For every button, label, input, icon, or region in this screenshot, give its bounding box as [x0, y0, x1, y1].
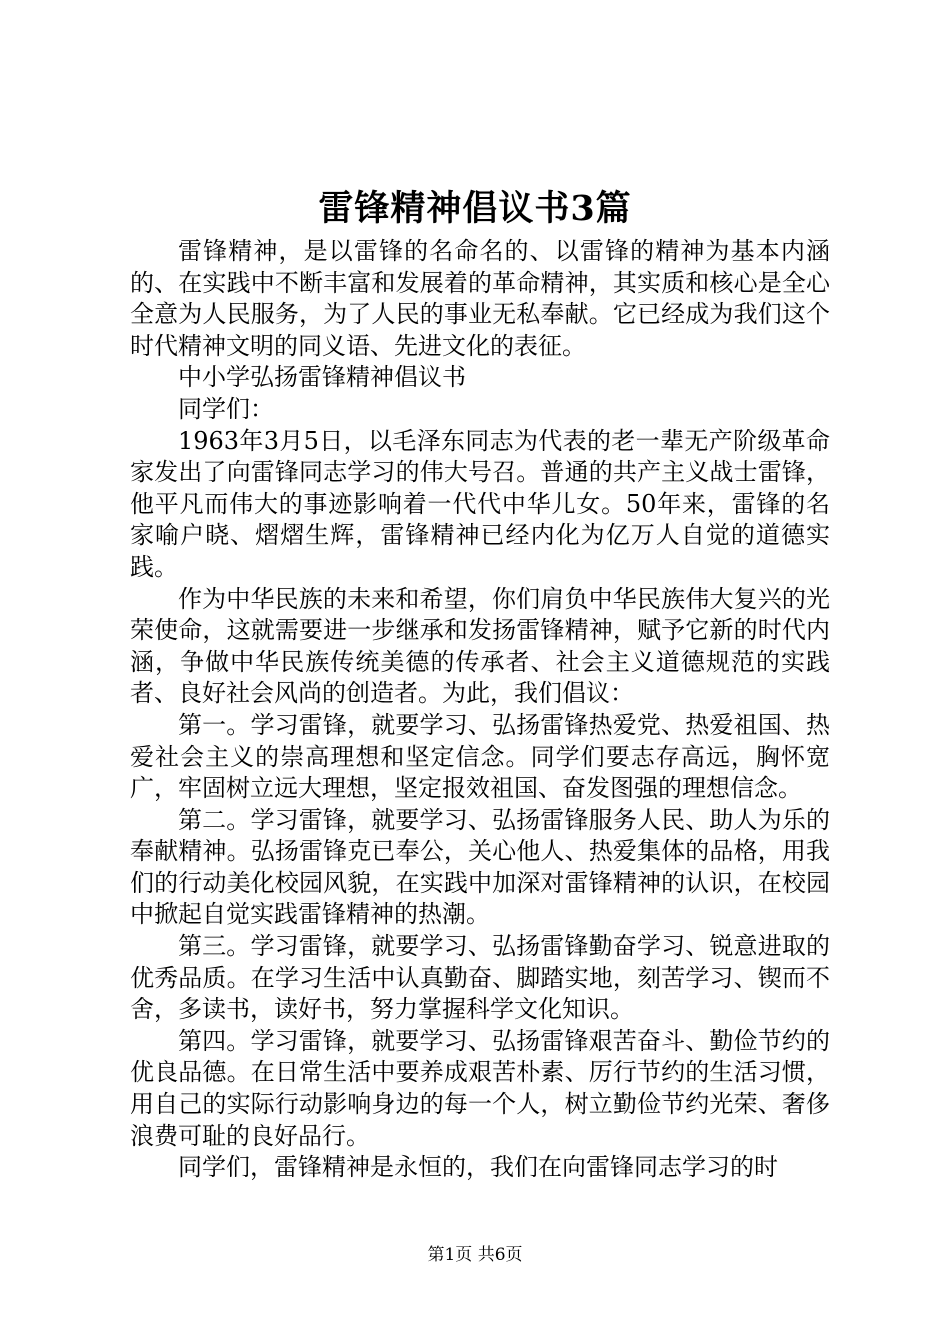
paragraph-history: 1963年3月5日，以毛泽东同志为代表的老一辈无产阶级革命家发出了向雷锋同志学习的伟大号召。普通的共产主义战士雷锋，他平凡而伟大的事迹影响着一代代中华儿女。50年来，雷锋的名家喻户晓、熠熠生辉，雷锋精神已经内化为亿万人自觉的道德实践。 [130, 426, 830, 581]
paragraph-mission: 作为中华民族的未来和希望，你们肩负中华民族伟大复兴的光荣使命，这就需要进一步继承和发扬雷锋精神，赋予它新的时代内涵，争做中华民族传统美德的传承者、社会主义道德规范的实践者、良好社会风尚的创造者。为此，我们倡议： [130, 584, 830, 708]
paragraph-closing: 同学们，雷锋精神是永恒的，我们在向雷锋同志学习的时 [178, 1153, 778, 1182]
paragraph-salutation: 同学们： [178, 394, 274, 423]
paragraph-intro: 雷锋精神，是以雷锋的名命名的、以雷锋的精神为基本内涵的、在实践中不断丰富和发展着的革命精神，其实质和核心是全心全意为人民服务，为了人民的事业无私奉献。它已经成为我们这个时代精神文明的同义语、先进文化的表征。 [130, 237, 830, 360]
page-number-footer: 第1页 共6页 [427, 1245, 523, 1265]
paragraph-point-1: 第一。学习雷锋，就要学习、弘扬雷锋热爱党、热爱祖国、热爱社会主义的崇高理想和坚定信念。同学们要志存高远，胸怀宽广，牢固树立远大理想，坚定报效祖国、奋发图强的理想信念。 [130, 710, 830, 803]
paragraph-subtitle: 中小学弘扬雷锋精神倡议书 [178, 363, 466, 392]
paragraph-point-2: 第二。学习雷锋，就要学习、弘扬雷锋服务人民、助人为乐的奉献精神。弘扬雷锋克已奉公，关心他人、热爱集体的品格，用我们的行动美化校园风貌，在实践中加深对雷锋精神的认识，在校园中掀起自觉实践雷锋精神的热潮。 [130, 805, 830, 929]
paragraph-point-4: 第四。学习雷锋，就要学习、弘扬雷锋艰苦奋斗、勤俭节约的优良品德。在日常生活中要养成艰苦朴素、厉行节约的生活习惯，用自己的实际行动影响身边的每一个人，树立勤俭节约光荣、奢侈浪费可耻的良好品行。 [130, 1026, 830, 1150]
document-body [130, 236, 830, 1184]
paragraph-point-3: 第三。学习雷锋，就要学习、弘扬雷锋勤奋学习、锐意进取的优秀品质。在学习生活中认真勤奋、脚踏实地，刻苦学习、锲而不舍，多读书，读好书，努力掌握科学文化知识。 [130, 932, 830, 1024]
document-title: 雷锋精神倡议书3篇 [318, 188, 632, 229]
